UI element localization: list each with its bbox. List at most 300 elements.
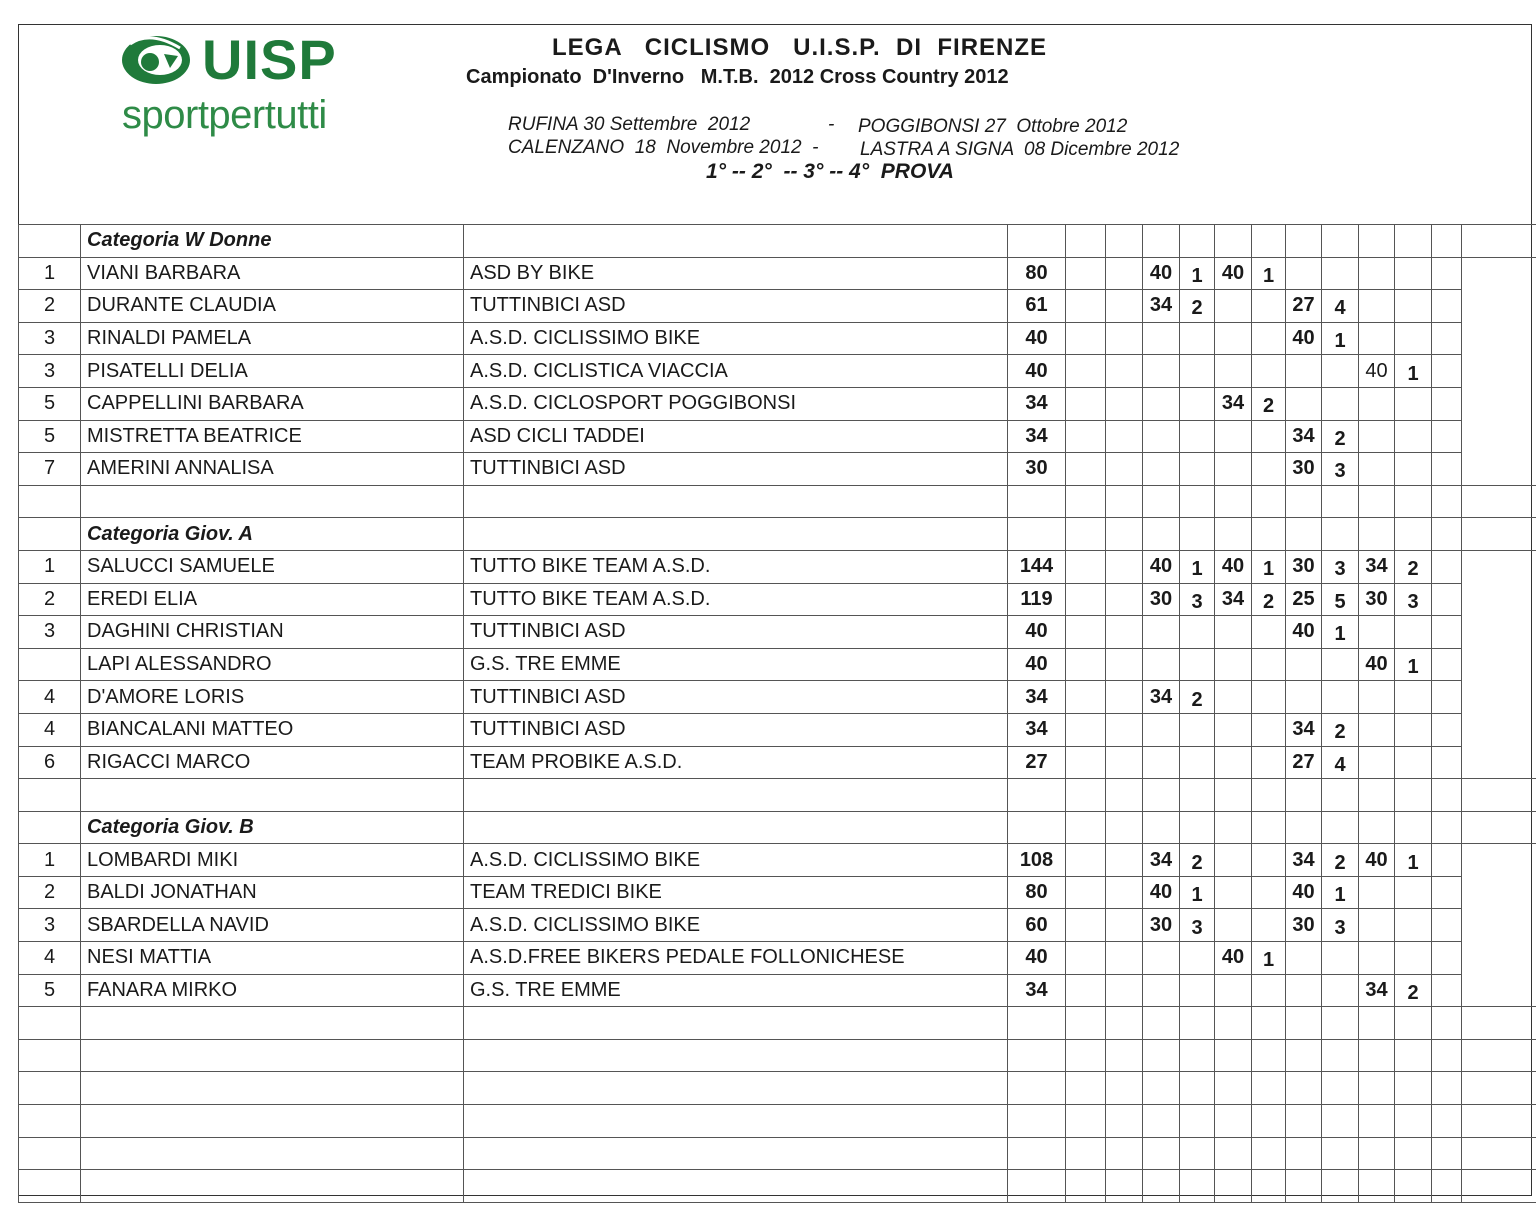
rider-row: [19, 355, 1536, 388]
rider-team: A.S.D. CICLISSIMO BIKE: [464, 322, 1008, 355]
round-2-points: [1215, 909, 1252, 942]
empty-cell: [1066, 1137, 1106, 1170]
rider-total: 144: [1008, 550, 1066, 583]
empty-cell: [1143, 225, 1180, 258]
empty-cell: [1066, 1039, 1106, 1072]
empty-cell: [1066, 1072, 1106, 1105]
round-4-rank: [1395, 909, 1432, 942]
empty-cell: [1106, 583, 1143, 616]
empty-cell: [1432, 550, 1462, 583]
empty-cell: [1066, 322, 1106, 355]
category-header-row: [19, 225, 1536, 258]
round-2-points: [1215, 355, 1252, 388]
empty-cell: [1286, 1039, 1322, 1072]
empty-cell: [19, 1105, 81, 1138]
empty-cell: [1432, 844, 1462, 877]
empty-cell: [1359, 1007, 1395, 1040]
empty-cell: [1066, 1170, 1106, 1203]
rider-position: 3: [19, 355, 81, 388]
round-2-rank: [1252, 648, 1286, 681]
empty-cell: [1432, 648, 1462, 681]
empty-cell: [1432, 322, 1462, 355]
empty-cell: [1462, 1170, 1536, 1203]
rider-row: [19, 844, 1536, 877]
rider-row: [19, 453, 1536, 486]
round-3-points: 40: [1286, 322, 1322, 355]
empty-cell: [81, 1137, 464, 1170]
uisp-logo: [120, 30, 380, 150]
empty-cell: [1395, 1039, 1432, 1072]
empty-cell: [1322, 1007, 1359, 1040]
round-1-rank: [1180, 420, 1215, 453]
round-1-rank: 2: [1180, 681, 1215, 714]
blank-row: [19, 1105, 1536, 1138]
round-2-points: 40: [1215, 550, 1252, 583]
empty-cell: [1180, 811, 1215, 844]
round-1-rank: [1180, 974, 1215, 1007]
rider-total: 34: [1008, 420, 1066, 453]
round-1-points: [1143, 942, 1180, 975]
empty-cell: [1106, 485, 1143, 518]
round-2-points: [1215, 844, 1252, 877]
rider-total: 40: [1008, 648, 1066, 681]
rider-team: A.S.D. CICLISSIMO BIKE: [464, 909, 1008, 942]
rider-name: SBARDELLA NAVID: [81, 909, 464, 942]
rider-name: DURANTE CLAUDIA: [81, 290, 464, 323]
round-1-points: [1143, 322, 1180, 355]
rider-total: 40: [1008, 942, 1066, 975]
empty-cell: [1180, 1039, 1215, 1072]
rider-position: 3: [19, 322, 81, 355]
rider-team: TUTTO BIKE TEAM A.S.D.: [464, 583, 1008, 616]
round-4-rank: [1395, 387, 1432, 420]
round-1-points: 34: [1143, 681, 1180, 714]
empty-cell: [1066, 485, 1106, 518]
round-3-points: [1286, 355, 1322, 388]
empty-cell: [1432, 746, 1462, 779]
rider-team: A.S.D. CICLOSPORT POGGIBONSI: [464, 387, 1008, 420]
empty-cell: [464, 1137, 1008, 1170]
empty-cell: [1359, 1072, 1395, 1105]
empty-cell: [1106, 909, 1143, 942]
empty-cell: [1215, 1170, 1252, 1203]
round-2-points: 34: [1215, 387, 1252, 420]
empty-cell: [19, 1007, 81, 1040]
empty-cell: [1008, 1105, 1066, 1138]
rider-team: TUTTO BIKE TEAM A.S.D.: [464, 550, 1008, 583]
round-3-points: 30: [1286, 550, 1322, 583]
empty-cell: [1106, 1039, 1143, 1072]
rider-row: [19, 420, 1536, 453]
round-3-rank: [1322, 648, 1359, 681]
round-4-points: [1359, 746, 1395, 779]
rider-row: [19, 974, 1536, 1007]
round-3-points: 34: [1286, 844, 1322, 877]
empty-cell: [1322, 225, 1359, 258]
rider-position: 4: [19, 681, 81, 714]
empty-cell: [464, 779, 1008, 812]
page-title: LEGA CICLISMO U.I.S.P. DI FIRENZE: [552, 34, 1048, 61]
round-4-points: 34: [1359, 550, 1395, 583]
round-2-rank: [1252, 746, 1286, 779]
empty-cell: [1252, 1072, 1286, 1105]
round-1-points: 34: [1143, 290, 1180, 323]
empty-cell: [19, 811, 81, 844]
round-4-rank: [1395, 322, 1432, 355]
empty-cell: [1066, 290, 1106, 323]
empty-cell: [1106, 257, 1143, 290]
round-1-rank: [1180, 648, 1215, 681]
empty-cell: [1359, 1137, 1395, 1170]
empty-cell: [1432, 1137, 1462, 1170]
event-calenzano: CALENZANO 18 Novembre 2012 -: [508, 137, 819, 158]
empty-cell: [1008, 225, 1066, 258]
rider-row: [19, 713, 1536, 746]
round-2-rank: 1: [1252, 942, 1286, 975]
empty-cell: [1432, 1105, 1462, 1138]
empty-cell: [1359, 1039, 1395, 1072]
empty-cell: [1322, 1072, 1359, 1105]
round-1-points: 40: [1143, 550, 1180, 583]
empty-cell: [464, 1007, 1008, 1040]
round-3-points: [1286, 681, 1322, 714]
rider-total: 34: [1008, 681, 1066, 714]
empty-cell: [464, 225, 1008, 258]
rider-name: CAPPELLINI BARBARA: [81, 387, 464, 420]
empty-cell: [464, 485, 1008, 518]
empty-cell: [1180, 1105, 1215, 1138]
rider-total: 108: [1008, 844, 1066, 877]
empty-cell: [1286, 1105, 1322, 1138]
empty-cell: [1215, 1137, 1252, 1170]
event-lastra: LASTRA A SIGNA 08 Dicembre 2012: [860, 139, 1180, 160]
round-1-rank: [1180, 322, 1215, 355]
round-4-rank: 2: [1395, 550, 1432, 583]
rider-name: EREDI ELIA: [81, 583, 464, 616]
round-2-points: 40: [1215, 942, 1252, 975]
rider-team: ASD CICLI TADDEI: [464, 420, 1008, 453]
empty-cell: [1066, 387, 1106, 420]
rider-position: 4: [19, 942, 81, 975]
rider-team: TUTTINBICI ASD: [464, 681, 1008, 714]
round-3-rank: 3: [1322, 909, 1359, 942]
round-4-points: [1359, 322, 1395, 355]
empty-cell: [1462, 1137, 1536, 1170]
cyclist-logo-icon: [120, 34, 192, 86]
round-1-rank: 3: [1180, 909, 1215, 942]
round-3-points: [1286, 648, 1322, 681]
empty-cell: [1395, 1072, 1432, 1105]
round-3-rank: 1: [1322, 322, 1359, 355]
empty-cell: [1066, 583, 1106, 616]
rider-name: AMERINI ANNALISA: [81, 453, 464, 486]
round-1-rank: [1180, 746, 1215, 779]
empty-cell: [1143, 1007, 1180, 1040]
empty-cell: [1143, 485, 1180, 518]
round-2-points: [1215, 746, 1252, 779]
round-1-points: [1143, 453, 1180, 486]
round-3-points: 34: [1286, 713, 1322, 746]
empty-cell: [1106, 942, 1143, 975]
empty-cell: [1106, 550, 1143, 583]
empty-cell: [1106, 518, 1143, 551]
blank-row: [19, 1039, 1536, 1072]
empty-cell: [1359, 1170, 1395, 1203]
empty-cell: [1359, 225, 1395, 258]
round-2-points: 34: [1215, 583, 1252, 616]
empty-cell: [1286, 1007, 1322, 1040]
rider-row: [19, 942, 1536, 975]
round-2-rank: 2: [1252, 583, 1286, 616]
empty-cell: [1180, 225, 1215, 258]
rider-row: [19, 583, 1536, 616]
blank-row: [19, 1170, 1536, 1203]
empty-cell: [1359, 779, 1395, 812]
round-3-rank: [1322, 355, 1359, 388]
empty-cell: [1066, 779, 1106, 812]
rider-position: 5: [19, 420, 81, 453]
empty-cell: [1106, 681, 1143, 714]
empty-cell: [1432, 876, 1462, 909]
rider-name: NESI MATTIA: [81, 942, 464, 975]
empty-cell: [1462, 1039, 1536, 1072]
round-1-points: [1143, 713, 1180, 746]
empty-cell: [1106, 322, 1143, 355]
round-4-points: 30: [1359, 583, 1395, 616]
empty-cell: [1106, 616, 1143, 649]
empty-cell: [1432, 1007, 1462, 1040]
round-2-rank: 1: [1252, 550, 1286, 583]
round-3-rank: 2: [1322, 713, 1359, 746]
empty-cell: [1106, 974, 1143, 1007]
empty-cell: [1180, 1007, 1215, 1040]
round-2-rank: 1: [1252, 257, 1286, 290]
empty-cell: [1322, 1137, 1359, 1170]
round-4-rank: [1395, 713, 1432, 746]
results-table: [18, 224, 1536, 1203]
round-3-rank: 2: [1322, 420, 1359, 453]
round-3-rank: [1322, 681, 1359, 714]
round-2-rank: [1252, 844, 1286, 877]
empty-cell: [1106, 1007, 1143, 1040]
round-1-points: [1143, 974, 1180, 1007]
rider-total: 60: [1008, 909, 1066, 942]
round-1-points: 30: [1143, 583, 1180, 616]
rider-team: TUTTINBICI ASD: [464, 453, 1008, 486]
empty-cell: [1143, 518, 1180, 551]
round-3-rank: [1322, 387, 1359, 420]
round-4-rank: [1395, 616, 1432, 649]
empty-cell: [1252, 225, 1286, 258]
empty-cell: [1066, 355, 1106, 388]
round-2-points: [1215, 681, 1252, 714]
empty-cell: [1286, 811, 1322, 844]
rider-total: 80: [1008, 876, 1066, 909]
round-4-points: 40: [1359, 648, 1395, 681]
empty-cell: [1252, 1137, 1286, 1170]
empty-cell: [1432, 290, 1462, 323]
round-4-points: [1359, 616, 1395, 649]
empty-cell: [1106, 1137, 1143, 1170]
empty-cell: [1066, 1105, 1106, 1138]
round-2-points: [1215, 290, 1252, 323]
round-1-rank: [1180, 616, 1215, 649]
empty-cell: [1286, 485, 1322, 518]
rider-name: BIANCALANI MATTEO: [81, 713, 464, 746]
round-3-rank: 3: [1322, 550, 1359, 583]
empty-cell: [1106, 844, 1143, 877]
empty-cell: [1066, 420, 1106, 453]
spacer-row: [19, 779, 1536, 812]
rider-total: 34: [1008, 387, 1066, 420]
rider-name: RINALDI PAMELA: [81, 322, 464, 355]
empty-cell: [464, 1039, 1008, 1072]
empty-cell: [19, 485, 81, 518]
empty-cell: [1286, 1072, 1322, 1105]
round-4-rank: 3: [1395, 583, 1432, 616]
empty-cell: [1106, 290, 1143, 323]
round-1-rank: [1180, 387, 1215, 420]
empty-cell: [1106, 453, 1143, 486]
empty-cell: [1359, 811, 1395, 844]
rider-row: [19, 648, 1536, 681]
round-3-points: 34: [1286, 420, 1322, 453]
rider-total: 40: [1008, 322, 1066, 355]
round-3-rank: 3: [1322, 453, 1359, 486]
round-3-points: 27: [1286, 746, 1322, 779]
empty-cell: [1066, 811, 1106, 844]
empty-cell: [1462, 518, 1536, 551]
rider-position: 5: [19, 974, 81, 1007]
rider-position: 7: [19, 453, 81, 486]
round-4-rank: [1395, 876, 1432, 909]
round-2-points: [1215, 876, 1252, 909]
round-2-rank: [1252, 322, 1286, 355]
rider-team: A.S.D.FREE BIKERS PEDALE FOLLONICHESE: [464, 942, 1008, 975]
empty-cell: [1143, 1137, 1180, 1170]
rider-team: A.S.D. CICLISSIMO BIKE: [464, 844, 1008, 877]
logo-tagline: sportpertutti: [122, 93, 327, 137]
rider-total: 119: [1008, 583, 1066, 616]
round-1-points: 40: [1143, 257, 1180, 290]
rider-name: MISTRETTA BEATRICE: [81, 420, 464, 453]
round-3-points: [1286, 942, 1322, 975]
empty-cell: [464, 518, 1008, 551]
empty-cell: [1432, 518, 1462, 551]
round-4-points: 40: [1359, 844, 1395, 877]
empty-cell: [1066, 681, 1106, 714]
empty-cell: [1215, 1072, 1252, 1105]
empty-cell: [1252, 811, 1286, 844]
rider-name: LAPI ALESSANDRO: [81, 648, 464, 681]
rider-name: FANARA MIRKO: [81, 974, 464, 1007]
round-2-points: [1215, 713, 1252, 746]
category-title: Categoria Giov. B: [81, 811, 464, 844]
rider-row: [19, 322, 1536, 355]
round-3-points: 27: [1286, 290, 1322, 323]
rider-name: RIGACCI MARCO: [81, 746, 464, 779]
round-2-rank: [1252, 876, 1286, 909]
round-4-rank: 1: [1395, 355, 1432, 388]
empty-cell: [1286, 518, 1322, 551]
round-1-rank: [1180, 713, 1215, 746]
empty-cell: [1143, 779, 1180, 812]
round-2-points: [1215, 453, 1252, 486]
blank-row: [19, 1137, 1536, 1170]
round-3-points: 40: [1286, 616, 1322, 649]
rider-total: 40: [1008, 355, 1066, 388]
empty-cell: [1322, 779, 1359, 812]
rider-position: 5: [19, 387, 81, 420]
empty-cell: [1286, 779, 1322, 812]
rider-team: ASD BY BIKE: [464, 257, 1008, 290]
empty-cell: [19, 1137, 81, 1170]
empty-cell: [464, 811, 1008, 844]
rider-position: 3: [19, 909, 81, 942]
round-4-points: [1359, 453, 1395, 486]
empty-cell: [1462, 225, 1536, 258]
empty-cell: [1252, 485, 1286, 518]
round-1-rank: 1: [1180, 550, 1215, 583]
round-1-rank: 2: [1180, 844, 1215, 877]
empty-cell: [1432, 1170, 1462, 1203]
rider-position: 1: [19, 257, 81, 290]
rider-position: 6: [19, 746, 81, 779]
empty-cell: [1322, 485, 1359, 518]
empty-cell: [1106, 648, 1143, 681]
round-4-rank: [1395, 942, 1432, 975]
round-4-rank: [1395, 746, 1432, 779]
rider-name: DAGHINI CHRISTIAN: [81, 616, 464, 649]
empty-cell: [1462, 811, 1536, 844]
prova-heading: 1° -- 2° -- 3° -- 4° PROVA: [706, 160, 954, 183]
rider-position: 4: [19, 713, 81, 746]
rider-team: TUTTINBICI ASD: [464, 713, 1008, 746]
round-1-points: [1143, 648, 1180, 681]
event-rufina: RUFINA 30 Settembre 2012: [508, 114, 751, 135]
rider-row: [19, 257, 1536, 290]
rider-position: 1: [19, 844, 81, 877]
empty-cell: [1106, 355, 1143, 388]
round-2-points: 40: [1215, 257, 1252, 290]
spacer-row: [19, 485, 1536, 518]
empty-cell: [1395, 1007, 1432, 1040]
round-4-rank: [1395, 420, 1432, 453]
empty-cell: [1008, 1007, 1066, 1040]
empty-cell: [1432, 583, 1462, 616]
rider-position: [19, 648, 81, 681]
empty-cell: [1322, 811, 1359, 844]
rider-total: 27: [1008, 746, 1066, 779]
round-1-rank: 2: [1180, 290, 1215, 323]
round-4-points: [1359, 420, 1395, 453]
event-separator: -: [828, 114, 835, 135]
rider-total: 34: [1008, 713, 1066, 746]
round-2-points: [1215, 616, 1252, 649]
empty-cell: [1106, 746, 1143, 779]
empty-cell: [1215, 518, 1252, 551]
empty-cell: [1215, 1039, 1252, 1072]
empty-cell: [1432, 485, 1462, 518]
rider-team: TUTTINBICI ASD: [464, 616, 1008, 649]
rider-name: VIANI BARBARA: [81, 257, 464, 290]
round-3-rank: 1: [1322, 876, 1359, 909]
empty-cell: [1395, 485, 1432, 518]
rider-team: TEAM PROBIKE A.S.D.: [464, 746, 1008, 779]
round-2-points: [1215, 322, 1252, 355]
empty-cell: [81, 1072, 464, 1105]
round-2-rank: [1252, 974, 1286, 1007]
